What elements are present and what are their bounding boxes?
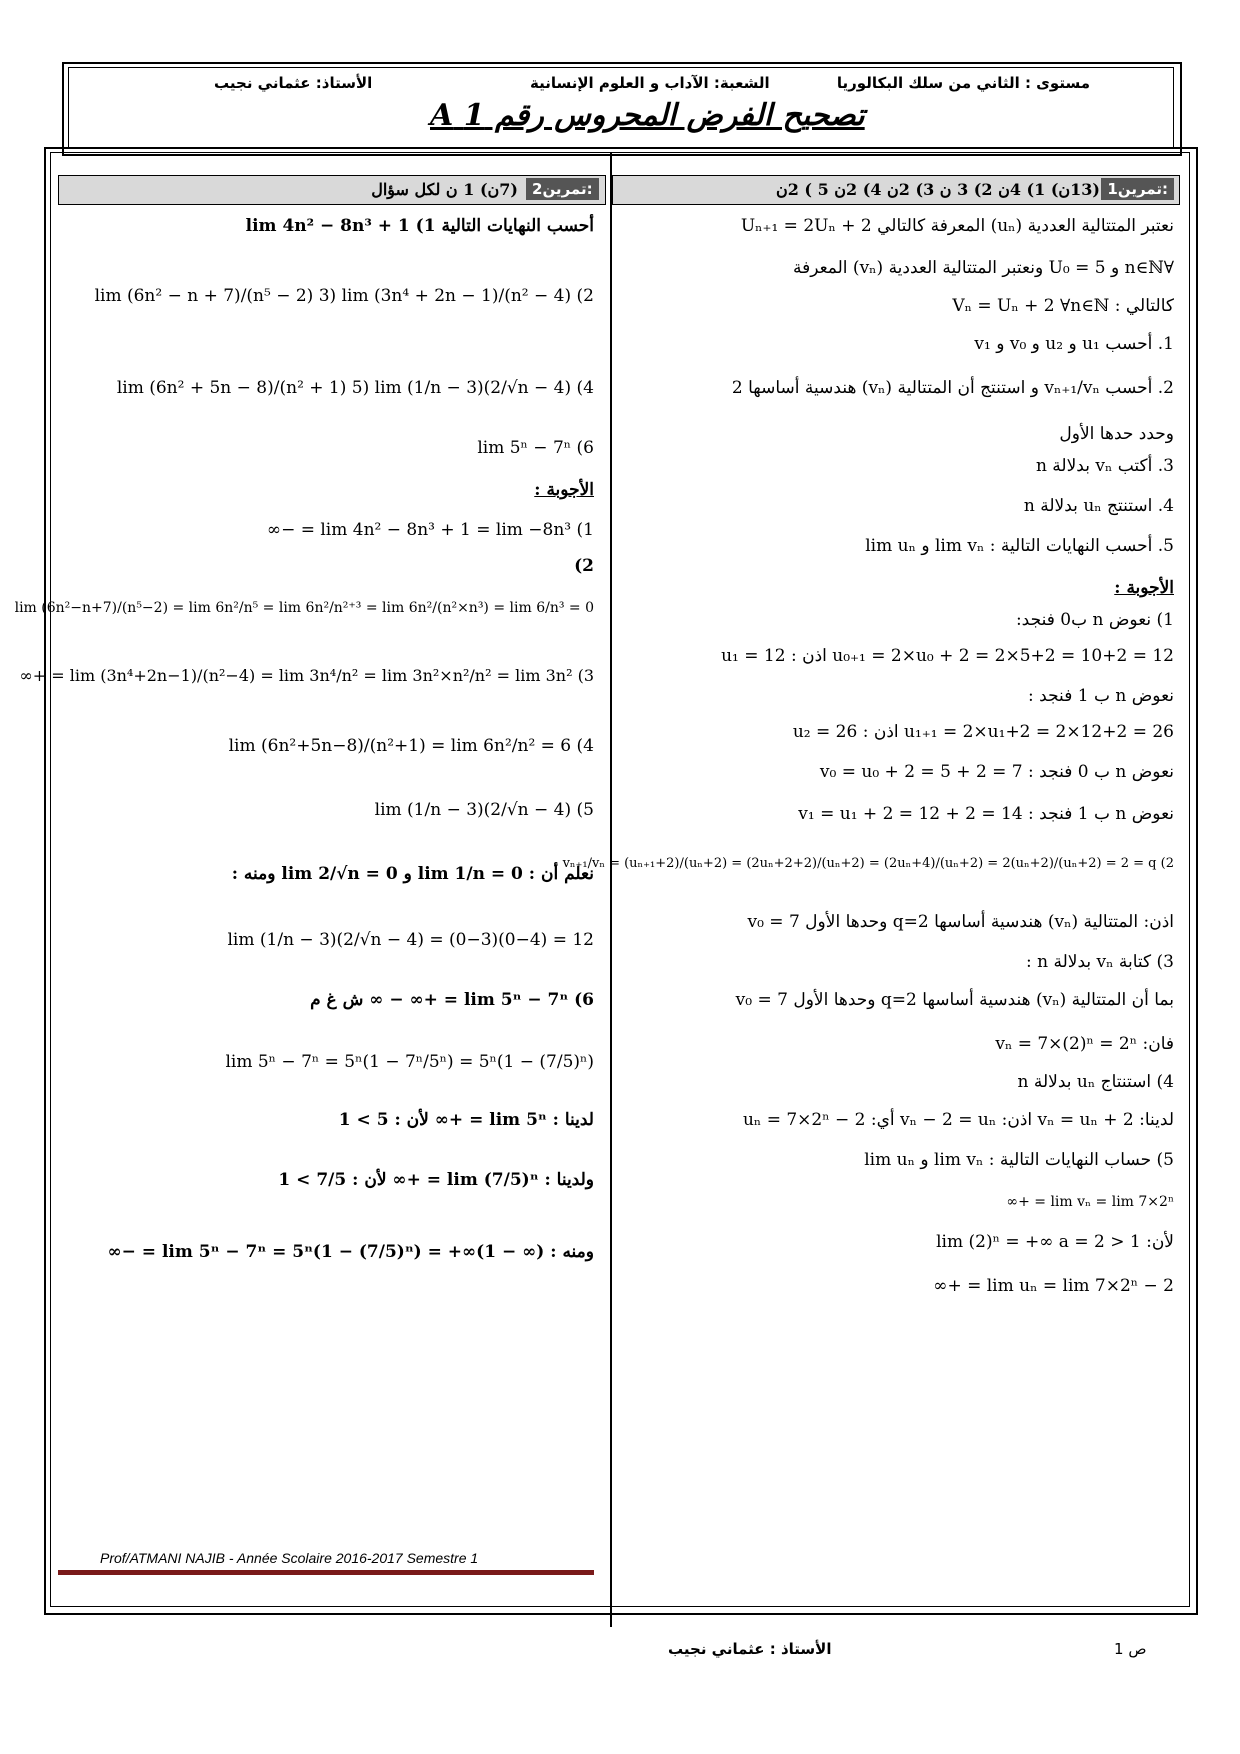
ex1-line: lim vₙ = lim 7×2ⁿ = +∞ [1006, 1194, 1174, 1210]
ex2-line: 1) lim 4n² − 8n³ + 1 = lim −8n³ = −∞ [266, 520, 594, 540]
ex1-line: بما أن المتتالية (vₙ) هندسية أساسها q=2 وحدها الأول v₀ = 7 [735, 990, 1174, 1010]
exercise2-points: (7ن) 1 ن لكل سؤال [371, 180, 518, 199]
ex2-line: أحسب النهايات التالية 1) lim 4n² − 8n³ + 1 [245, 216, 594, 236]
body-frame-inner [50, 152, 1190, 1607]
ex1-line: 2. أحسب vₙ₊₁/vₙ و استنتج أن المتتالية (vₙ) هندسية أساسها 2 [731, 378, 1174, 398]
ex2-line: 6) lim 5ⁿ − 7ⁿ = +∞ − ∞ ش غ م [310, 990, 594, 1010]
ex1-line: نعوض n ب 0 فنجد : v₀ = u₀ + 2 = 5 + 2 = 7 [819, 762, 1174, 782]
level-text: مستوى : الثاني من سلك البكالوريا [836, 74, 1090, 92]
ex2-line: lim (1/n − 3)(2/√n − 4) = (0−3)(0−4) = 12 [227, 930, 594, 950]
footer-bar [58, 1570, 594, 1575]
ex1-line: 1) نعوض n ب0 فنجد: [1015, 610, 1174, 630]
ex1-line: وحدد حدها الأول [1059, 424, 1174, 444]
ex1-line: نعتبر المتتالية العددية (uₙ) المعرفة كالتالي Uₙ₊₁ = 2Uₙ + 2 [740, 216, 1174, 236]
ex2-answers-heading: الأجوبة : [534, 480, 594, 500]
ex2-line: 4) lim (6n²+5n−8)/(n²+1) = lim 6n²/n² = 6 [228, 736, 594, 756]
ex1-line: ∀n∈ℕ و U₀ = 5 ونعتبر المتتالية العددية (vₙ) المعرفة [792, 258, 1174, 278]
ex2-line: نعلم أن : lim 1/n = 0 و lim 2/√n = 0 ومنه : [231, 864, 594, 884]
exercise1-label: تمرين1: [1101, 178, 1174, 200]
column-divider [610, 152, 612, 1627]
ex1-answers-heading: الأجوبة : [1114, 578, 1174, 598]
ex1-line: لأن: lim (2)ⁿ = +∞ a = 2 > 1 [936, 1232, 1174, 1252]
ex1-line: u₀₊₁ = 2×u₀ + 2 = 2×5+2 = 10+2 = 12 اذن : u₁ = 12 [721, 646, 1174, 666]
ex2-line: lim (6n²−n+7)/(n⁵−2) = lim 6n²/n⁵ = lim 6n²/n²⁺³ = lim 6n²/(n²×n³) = lim 6/n³ = 0 [14, 600, 594, 616]
ex1-line: 3. أكتب vₙ بدلالة n [1035, 456, 1174, 476]
ex2-line: 4) lim (6n² + 5n − 8)/(n² + 1) 5) lim (1/n − 3)(2/√n − 4) [116, 378, 594, 398]
branch-text: الشعبة: الآداب و العلوم الإنسانية [530, 74, 770, 92]
ex1-line: 3) كتابة vₙ بدلالة n : [1025, 952, 1174, 972]
page-title: تصحيح الفرض المحروس رقم 1 A [430, 98, 865, 133]
ex1-line: 2) vₙ₊₁/vₙ = (uₙ₊₁+2)/(uₙ+2) = (2uₙ+2+2)/(uₙ+2) = (2uₙ+4)/(uₙ+2) = 2(uₙ+2)/(uₙ+2) = 2 = q [562, 856, 1174, 871]
ex1-line: نعوض n ب 1 فنجد : [1028, 686, 1174, 706]
exercise2-header [58, 175, 606, 205]
ex2-line: 6) lim 5ⁿ − 7ⁿ [477, 438, 594, 458]
ex2-line: lim 5ⁿ − 7ⁿ = 5ⁿ(1 − 7ⁿ/5ⁿ) = 5ⁿ(1 − (7/5)ⁿ) [225, 1052, 594, 1072]
ex2-line: لدينا : lim 5ⁿ = +∞ لأن : 5 > 1 [338, 1110, 594, 1130]
ex1-line: كالتالي : Vₙ = Uₙ + 2 ∀n∈ℕ [952, 296, 1174, 316]
ex2-line: 5) lim (1/n − 3)(2/√n − 4) [374, 800, 594, 820]
ex2-line: 3) lim (3n⁴+2n−1)/(n²−4) = lim 3n⁴/n² = lim 3n²×n²/n² = lim 3n² = +∞ [19, 666, 594, 685]
exercise2-label: تمرين2: [526, 178, 599, 200]
ex1-line: lim uₙ = lim 7×2ⁿ − 2 = +∞ [933, 1276, 1174, 1296]
exercise1-points: (13ن) 1) 4ن 2) 3 ن 3) 2ن 4) 2ن 5 ) 2ن [775, 180, 1100, 199]
ex1-line: 5. أحسب النهايات التالية : lim vₙ و lim uₙ [865, 536, 1174, 556]
ex1-line: لدينا: vₙ = uₙ + 2 اذن: vₙ − 2 = uₙ أي: uₙ = 7×2ⁿ − 2 [742, 1110, 1174, 1130]
ex2-line: 2) lim (6n² − n + 7)/(n⁵ − 2) 3) lim (3n⁴ + 2n − 1)/(n² − 4) [94, 286, 594, 306]
page-number: ص 1 [1114, 1640, 1147, 1658]
ex1-line: 1. أحسب u₁ و u₂ و v₀ و v₁ [974, 334, 1174, 354]
ex1-line: 4. استنتج uₙ بدلالة n [1023, 496, 1174, 516]
footer-prof: Prof/ATMANI NAJIB - Année Scolaire 2016-2017 Semestre 1 [100, 1550, 479, 1566]
ex1-line: فان: vₙ = 7×(2)ⁿ = 2ⁿ [995, 1034, 1174, 1054]
ex1-line: نعوض n ب 1 فنجد : v₁ = u₁ + 2 = 12 + 2 = 14 [798, 804, 1174, 824]
teacher-text: الأستاذ: عثماني نجيب [214, 74, 373, 92]
ex1-line: اذن: المتتالية (vₙ) هندسية أساسها q=2 وحدها الأول v₀ = 7 [747, 912, 1174, 932]
ex1-line: u₁₊₁ = 2×u₁+2 = 2×12+2 = 26 اذن : u₂ = 26 [792, 722, 1174, 742]
ex2-line: ولدينا : lim (7/5)ⁿ = +∞ لأن : 7/5 > 1 [278, 1170, 594, 1190]
ex1-line: 4) استنتاج uₙ بدلالة n [1017, 1072, 1174, 1092]
ex2-line: 2) [574, 556, 594, 576]
ex1-line: 5) حساب النهايات التالية : lim vₙ و lim uₙ [864, 1150, 1174, 1170]
footer-teacher: الأستاذ : عثماني نجيب [668, 1640, 832, 1658]
ex2-line: ومنه : lim 5ⁿ − 7ⁿ = 5ⁿ(1 − (7/5)ⁿ) = +∞(1 − ∞) = −∞ [107, 1242, 594, 1262]
